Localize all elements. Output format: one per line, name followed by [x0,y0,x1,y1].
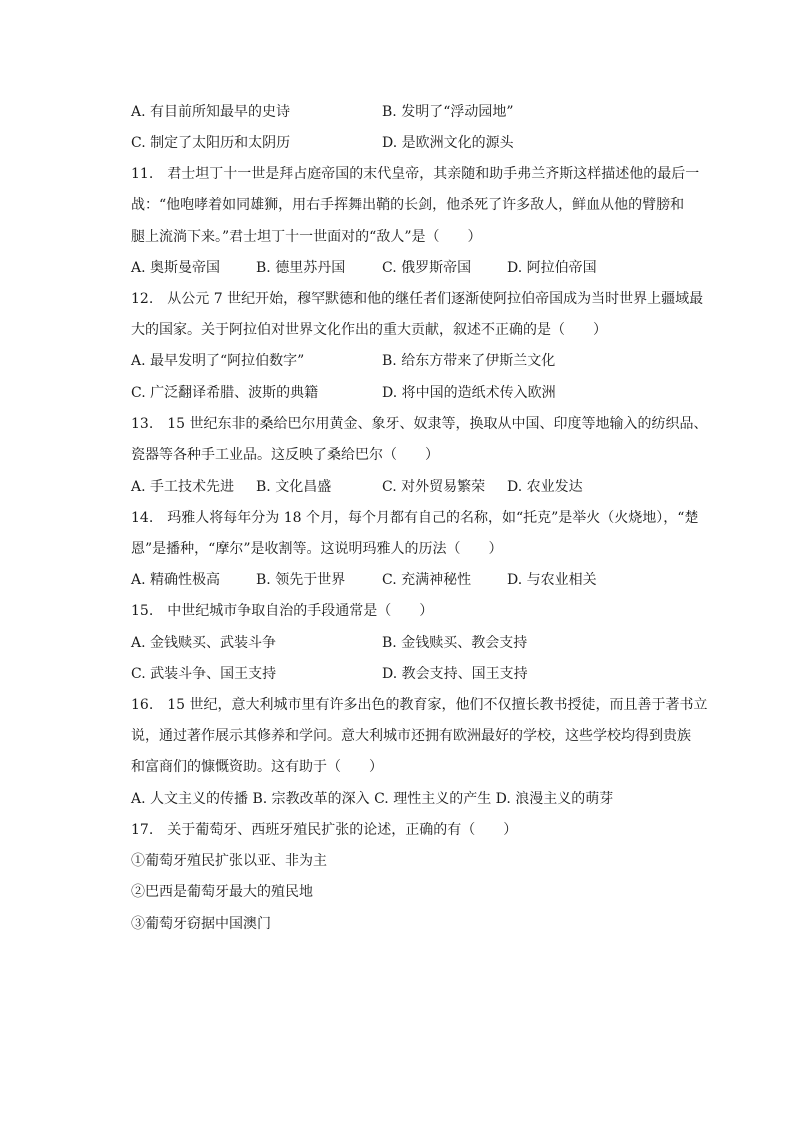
q16-options: A. 人文主义的传播 B. 宗教改革的深入 C. 理性主义的产生 D. 浪漫主义的萌芽 [131,791,614,807]
q15-option-c: C. 武装斗争、国王支持 [131,666,277,682]
q14-option-b: B. 领先于世界 [256,572,346,588]
q13-stem-line1: 13. 15 世纪东非的桑给巴尔用黄金、象牙、奴隶等，换取从中国、印度等地输入的纺织品、 [131,416,708,432]
q14-option-d: D. 与农业相关 [507,572,597,588]
q16-stem-line3: 和富商们的慷慨资助。这有助于（ ） [131,759,383,775]
q14-stem-line2: 恩”是播种，“摩尔”是收割等。这说明玛雅人的历法（ ） [131,541,503,557]
q11-stem-line2: 战：“他咆哮着如同雄狮，用右手挥舞出鞘的长剑，他杀死了许多敌人，鲜血从他的臂膀和 [131,197,685,213]
q14-stem-line1: 14. 玛雅人将每年分为 18 个月，每个月都有自己的名称，如“托克”是举火（火烧地），“楚 [131,510,699,526]
q13-option-d: D. 农业发达 [507,479,583,495]
q12-option-c: C. 广泛翻译希腊、波斯的典籍 [131,385,319,401]
q11-stem-line1: 11. 君士坦丁十一世是拜占庭帝国的末代皇帝，其亲随和助手弗兰齐斯这样描述他的最后一 [131,166,700,182]
q14-option-a: A. 精确性极高 [131,572,221,588]
q10-option-c: C. 制定了太阳历和太阴历 [131,135,291,151]
q17-statement-2: ②巴西是葡萄牙最大的殖民地 [131,884,313,900]
q15-stem-line1: 15. 中世纪城市争取自治的手段通常是（ ） [131,603,434,619]
q16-stem-line2: 说，通过著作展示其修养和学问。意大利城市还拥有欧洲最好的学校，这些学校均得到贵族 [131,728,691,744]
q13-option-a: A. 手工技术先进 [131,479,235,495]
q17-stem-line1: 17. 关于葡萄牙、西班牙殖民扩张的论述，正确的有（ ） [131,822,518,838]
q11-option-a: A. 奥斯曼帝国 [131,260,221,276]
q11-option-d: D. 阿拉伯帝国 [507,260,597,276]
q14-option-c: C. 充满神秘性 [382,572,472,588]
q10-option-a: A. 有目前所知最早的史诗 [131,104,291,120]
q11-option-c: C. 俄罗斯帝国 [382,260,472,276]
q10-option-d: D. 是欧洲文化的源头 [382,135,514,151]
q15-option-b: B. 金钱赎买、教会支持 [382,635,528,651]
q12-stem-line2: 大的国家。关于阿拉伯对世界文化作出的重大贡献，叙述不正确的是（ ） [131,322,607,338]
q16-stem-line1: 16. 15 世纪，意大利城市里有许多出色的教育家，他们不仅擅长教书授徒，而且善于著书立 [131,697,708,713]
q13-option-c: C. 对外贸易繁荣 [382,479,486,495]
q17-statement-1: ①葡萄牙殖民扩张以亚、非为主 [131,853,327,869]
q12-option-a: A. 最早发明了“阿拉伯数字” [131,353,305,369]
q15-option-d: D. 教会支持、国王支持 [382,666,528,682]
q17-statement-3: ③葡萄牙窃据中国澳门 [131,916,271,932]
q12-stem-line1: 12. 从公元 7 世纪开始，穆罕默德和他的继任者们逐渐使阿拉伯帝国成为当时世界上疆域最 [131,291,704,307]
q12-option-d: D. 将中国的造纸术传入欧洲 [382,385,556,401]
q15-option-a: A. 金钱赎买、武装斗争 [131,635,277,651]
q13-option-b: B. 文化昌盛 [256,479,332,495]
q12-option-b: B. 给东方带来了伊斯兰文化 [382,353,556,369]
q11-option-b: B. 德里苏丹国 [256,260,346,276]
q10-option-b: B. 发明了“浮动园地” [382,104,514,120]
q13-stem-line2: 瓷器等各种手工业品。这反映了桑给巴尔（ ） [131,447,439,463]
q11-stem-line3: 腿上流淌下来。”君士坦丁十一世面对的“敌人”是（ ） [131,229,482,245]
